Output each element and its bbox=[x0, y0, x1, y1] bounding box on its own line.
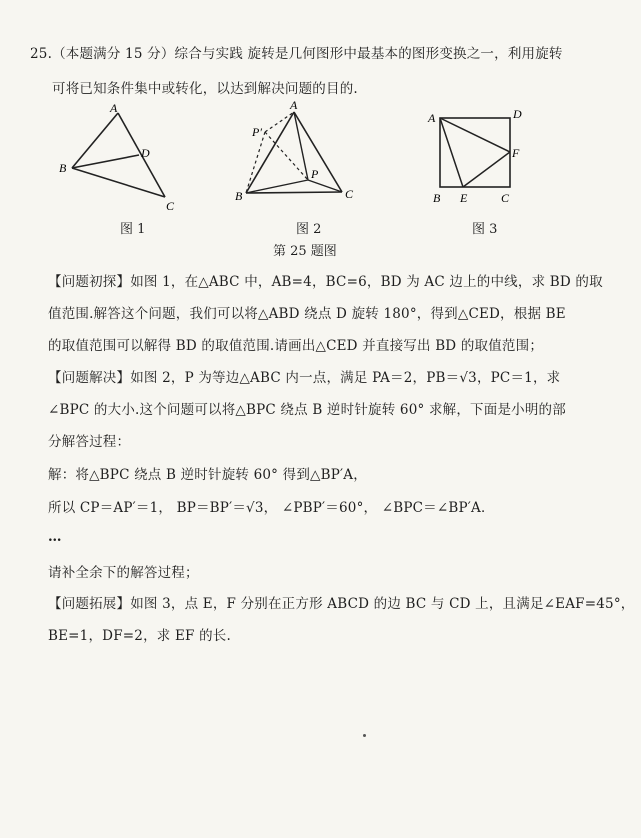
fig3-label-f: F bbox=[512, 146, 520, 160]
ink-speck bbox=[363, 734, 366, 737]
fig1-label-b: B bbox=[59, 161, 67, 175]
solve-line-1: 【问题解决】如图 2，P 为等边△ABC 内一点，满足 PA＝2，PB＝√3，PC＝1，求 bbox=[48, 370, 561, 386]
explore-line-2: 值范围.解答这个问题，我们可以将△ABD 绕点 D 旋转 180°，得到△CED，根据 BE bbox=[48, 306, 566, 322]
fig2-label-p: P bbox=[311, 167, 319, 181]
extend-line-1: 【问题拓展】如图 3，点 E，F 分别在正方形 ABCD 的边 BC 与 CD 上，且满足∠EAF=45°， bbox=[48, 596, 635, 612]
fig3-label-d: D bbox=[513, 107, 522, 121]
explore-line-3: 的取值范围可以解得 BD 的取值范围.请画出△CED 并直接写出 BD 的取值范围； bbox=[48, 338, 544, 354]
solve-line-2: ∠BPC 的大小.这个问题可以将△BPC 绕点 B 逆时针旋转 60° 求解，下面是小明的部 bbox=[48, 402, 566, 418]
fig2-label-c: C bbox=[345, 187, 354, 201]
figure-2-caption: 图 2 bbox=[296, 222, 322, 237]
fig1-label-d: D bbox=[141, 146, 150, 160]
figure-2 bbox=[232, 98, 362, 206]
figure-1-diagram bbox=[55, 100, 190, 218]
problem-header-line-1: 25.（本题满分 15 分）综合与实践 旋转是几何图形中最基本的图形变换之一，利用旋转 bbox=[30, 46, 563, 62]
extend-line-2: BE=1，DF=2，求 EF 的长. bbox=[48, 628, 231, 644]
solve-line-6: 请补全余下的解答过程； bbox=[48, 565, 199, 581]
fig3-label-c: C bbox=[501, 191, 510, 204]
problem-header-line-2: 可将已知条件集中或转化，以达到解决问题的目的. bbox=[52, 81, 358, 97]
fig3-label-b: B bbox=[433, 191, 441, 204]
figure-2-diagram bbox=[232, 98, 362, 206]
explore-line-1: 【问题初探】如图 1，在△ABC 中，AB=4，BC=6，BD 为 AC 边上的中线，求 BD 的取 bbox=[48, 274, 603, 290]
solve-line-3: 分解答过程： bbox=[48, 434, 131, 450]
figure-3-caption: 图 3 bbox=[472, 222, 498, 237]
figure-3-diagram bbox=[425, 106, 530, 204]
fig2-label-b: B bbox=[235, 189, 243, 203]
figure-1 bbox=[55, 100, 190, 218]
solve-line-5: 所以 CP＝AP′＝1， BP＝BP′＝√3， ∠PBP′＝60°， ∠BPC＝∠BP′A． bbox=[48, 500, 495, 516]
fig2-label-a: A bbox=[290, 98, 298, 112]
fig3-label-a: A bbox=[428, 111, 436, 125]
solve-ellipsis: … bbox=[48, 529, 62, 545]
fig1-label-c: C bbox=[166, 199, 175, 213]
figures-group-caption: 第 25 题图 bbox=[273, 244, 337, 259]
fig1-label-a: A bbox=[110, 101, 118, 115]
fig3-label-e: E bbox=[460, 191, 468, 204]
fig2-label-p-prime: P′ bbox=[252, 125, 262, 139]
figure-3 bbox=[425, 106, 530, 204]
solve-line-4: 解：将△BPC 绕点 B 逆时针旋转 60° 得到△BP′A， bbox=[48, 467, 367, 483]
figure-1-caption: 图 1 bbox=[120, 222, 146, 237]
